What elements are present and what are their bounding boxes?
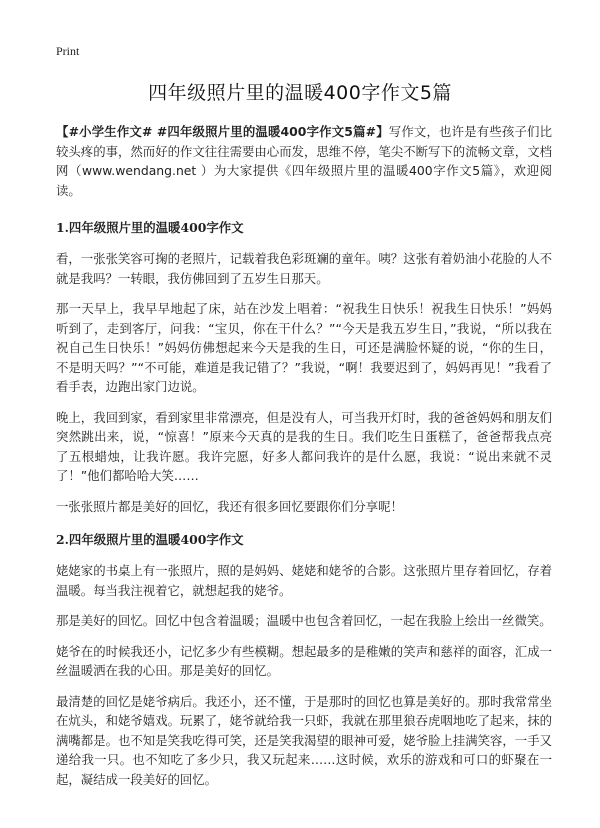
- section-paragraph: 看，一张张笑容可掬的老照片，记载着我色彩斑斓的童年。咦？这张有着奶油小花脸的人不就是我吗？一转眼，我仿佛回到了五岁生日那天。: [56, 251, 552, 286]
- section-paragraph: 晚上，我回到家，看到家里非常漂亮，但是没有人，可当我开灯时，我的爸爸妈妈和朋友们突然跳出来，说，“惊喜！”原来今天真的是我的生日。我们吃生日蛋糕了，爸爸帮我点亮了五根蜡烛，让我许愿。我许完愿，好多人都问我许的是什么愿，我说：“说出来就不灵了！”他们都哈哈大笑……: [56, 409, 552, 483]
- section-paragraph: 那是美好的回忆。回忆中包含着温暖；温暖中也包含着回忆，一起在我脸上绘出一丝微笑。: [56, 613, 552, 628]
- article-body: [56, 122, 552, 800]
- intro-text: 写作文，也许是有些孩子们比较头疼的事，然而好的作文往往需要由心而发，思维不停，笔尖不断写下的流畅文章，文档网（www.wendang.net ）为大家提供《四年级照片里的温暖400字作文5篇》，欢迎阅读。: [56, 124, 553, 198]
- section-paragraph: 一张张照片都是美好的回忆，我还有很多回忆要跟你们分享呢！: [56, 498, 403, 514]
- intro-tag: 【#小学生作文# #四年级照片里的温暖400字作文5篇#】: [56, 124, 389, 139]
- section-paragraph: 姥姥家的书桌上有一张照片，照的是妈妈、姥姥和姥爷的合影。这张照片里存着回忆，存着温暖。每当我注视着它，就想起我的姥爷。: [56, 563, 552, 598]
- intro-paragraph: [56, 122, 552, 200]
- section-paragraph: 最清楚的回忆是姥爷病后。我还小，还不懂，于是那时的回忆也算是美好的。那时我常常坐在炕头，和姥爷嬉戏。玩累了，姥爷就给我一只虾，我就在那里狼吞虎咽地吃了起来，抹的满嘴都是。也不知是笑我吃得可笑，还是笑我渴望的眼神可爱，姥爷脸上挂满笑容，一手又递给我一只。也不知吃了多少只，我又玩起来……这时候，欢乐的游戏和可口的虾聚在一起，凝结成一段美好的回忆。: [56, 693, 552, 787]
- section-paragraph: 姥爷在的时候我还小，记忆多少有些模糊。想起最多的是稚嫩的笑声和慈祥的面容，汇成一丝温暖洒在我的心田。那是美好的回忆。: [56, 643, 552, 678]
- section-heading: 1.四年级照片里的温暖400字作文: [56, 220, 244, 235]
- section-heading: 2.四年级照片里的温暖400字作文: [56, 532, 244, 547]
- print-label: Print: [56, 44, 80, 58]
- page-title: 四年级照片里的温暖400字作文5篇: [148, 82, 452, 104]
- section-paragraph: 那一天早上，我早早地起了床，站在沙发上唱着：“祝我生日快乐！祝我生日快乐！”妈妈听到了，走到客厅，问我：“宝贝，你在干什么？”“今天是我五岁生日，”我说，“所以我在祝自己生日快乐！”妈妈仿佛想起来今天是我的生日，可还是满脸怀疑的说，“你的生日，不是明天吗？”“不可能，难道是我记错了？”我说，“啊！我要迟到了，妈妈再见！”我看了看手表，边跑出家门边说。: [56, 301, 552, 394]
